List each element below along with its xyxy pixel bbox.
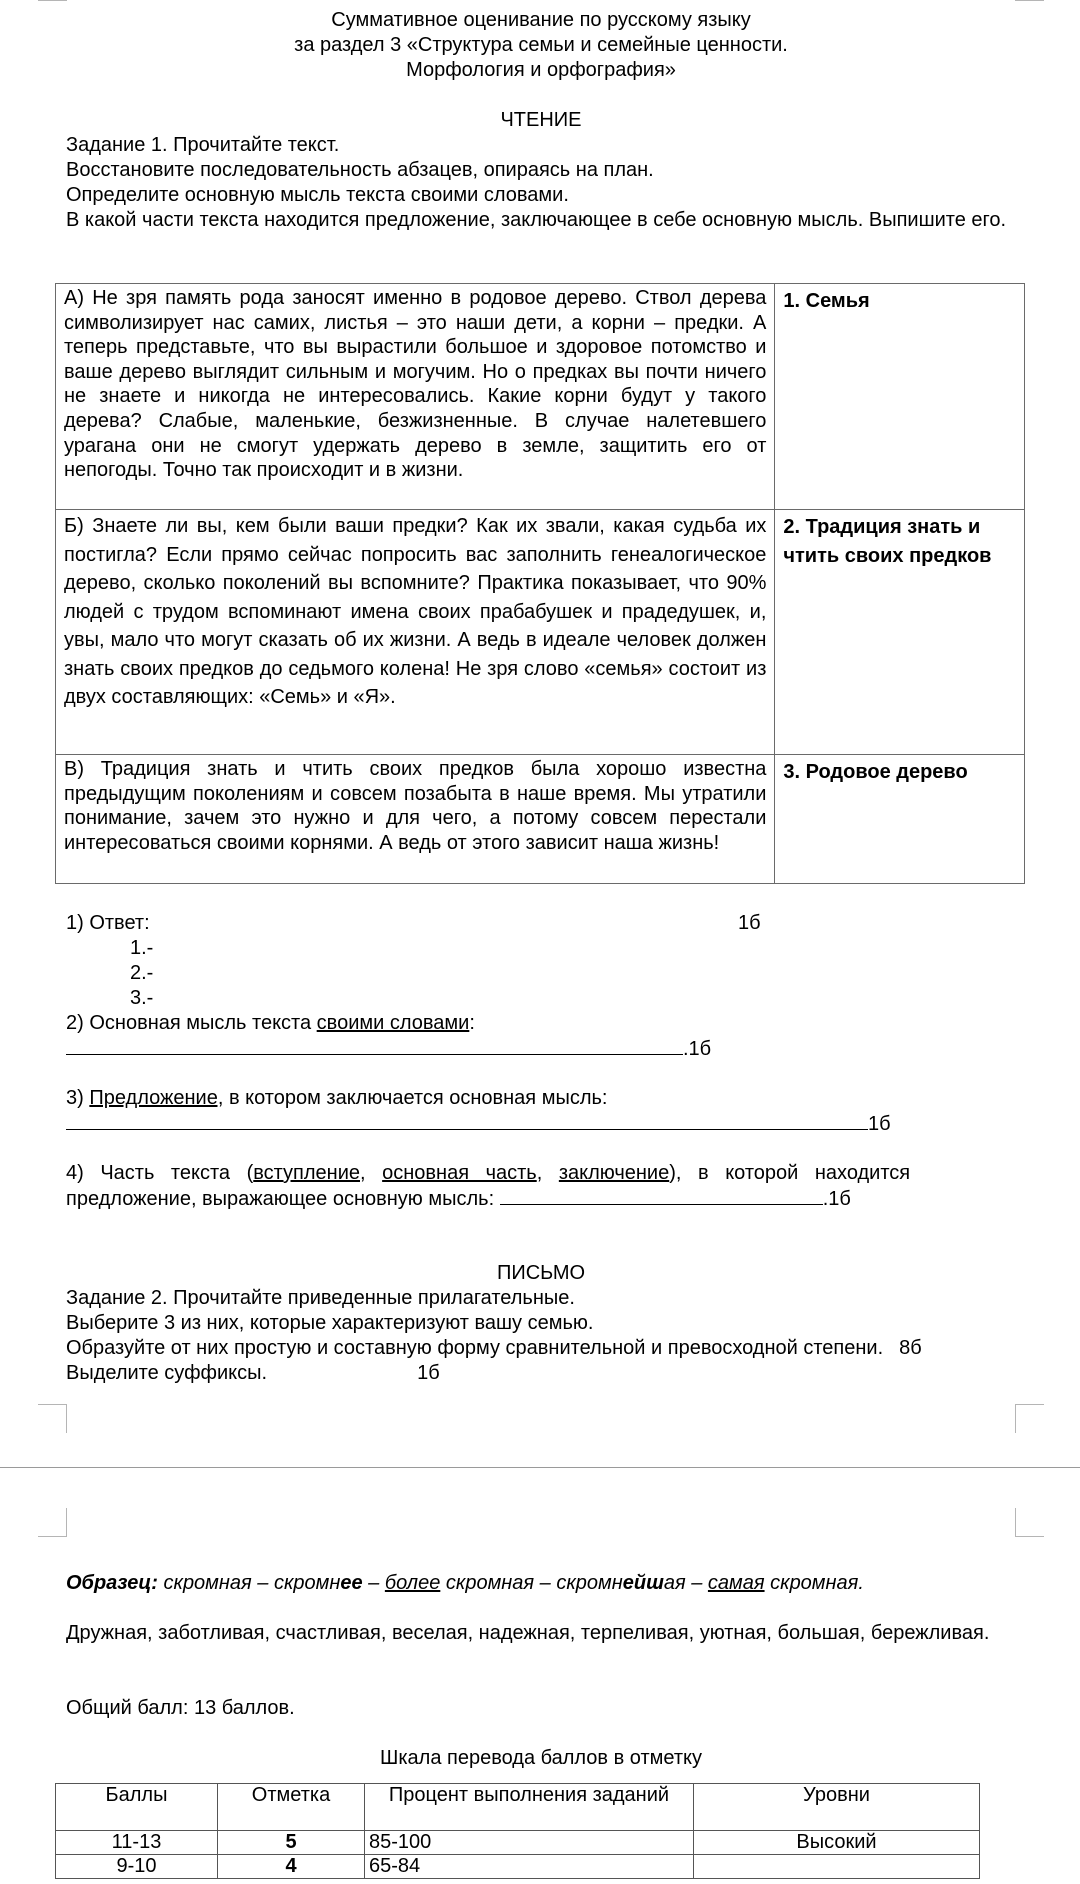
answer-3-blank[interactable] [66, 1111, 868, 1130]
question-4-text-2: предложение, выражающее основную мысль: [66, 1188, 500, 1210]
page-corner-mark [1015, 1508, 1044, 1537]
question-4-points: .1б [822, 1188, 851, 1210]
table-row [56, 755, 1025, 884]
table-cell: Высокий [694, 1831, 980, 1855]
adjectives-list: Дружная, заботливая, счастливая, веселая, надежная, терпеливая, уютная, большая, бережливая. [66, 1622, 990, 1644]
question-4-intro: вступление [253, 1162, 360, 1184]
question-4-text: 4) Часть текста ( [66, 1162, 254, 1184]
answer-4-blank[interactable] [500, 1186, 823, 1205]
task2-line-3-points: 8б [899, 1337, 922, 1359]
task2-line-4-text: Выделите суффиксы. [66, 1362, 268, 1384]
total-score: Общий балл: 13 баллов. [66, 1697, 295, 1719]
table-cell: 9-10 [56, 1855, 218, 1879]
answer-2-blank[interactable] [66, 1036, 683, 1055]
page-corner-mark [38, 0, 67, 1]
task1-line-1: Задание 1. Прочитайте текст. [66, 134, 340, 156]
sample-underlined: более [384, 1572, 441, 1594]
table-cell: 85-100 [365, 1831, 694, 1855]
plan-item-2: 2. Традиция знать и чтить своих предков [775, 510, 1025, 755]
sample-text: скромная – скромн [440, 1572, 623, 1594]
question-2-colon: : [469, 1012, 475, 1034]
answer-item-3: 3.- [130, 987, 154, 1009]
sample-label: Образец: [66, 1572, 158, 1594]
table-row [56, 284, 1025, 510]
column-header: Уровни [694, 1784, 980, 1831]
column-header: Баллы [56, 1784, 218, 1831]
question-4-conclusion: заключение [558, 1162, 670, 1184]
answer-item-2: 2.- [130, 962, 154, 984]
table-row [56, 1855, 980, 1879]
sample-underlined: самая [707, 1572, 765, 1594]
answer-points: 1б [738, 912, 761, 934]
sample-suffix: ейш [622, 1572, 664, 1594]
table-cell: 4 [218, 1855, 365, 1879]
question-3-points: 1б [868, 1113, 891, 1135]
page-separator [0, 1467, 1080, 1468]
question-4-text-end: ), в которой находится [669, 1162, 911, 1184]
task2-line-2: Выберите 3 из них, которые характеризуют вашу семью. [66, 1312, 594, 1334]
task2-line-4 [66, 1361, 1016, 1386]
reading-table [55, 283, 1025, 884]
column-header: Отметка [218, 1784, 365, 1831]
task2-line-3 [66, 1336, 1016, 1361]
question-3-number: 3) [66, 1087, 90, 1109]
question-3-underlined: Предложение, [89, 1087, 224, 1109]
task1-line-3: Определите основную мысль текста своими словами. [66, 184, 569, 206]
paragraph-b: Б) Знаете ли вы, кем были ваши предки? Как их звали, какая судьба их постигла? Если прямо сейчас попросить вас заполнить генеалогическое дерево, сколько поколений вы вспомните? Практика показывает, что 90% людей с трудом вспоминают имена своих прабабушек и прадедушек, и, увы, мало что могут сказать об их жизни. А ведь в идеале человек должен знать своих предков до седьмого колена! Не зря слово «семья» состоит из двух составляющих: «Семь» и «Я». [56, 510, 775, 755]
sample-text: скромная. [764, 1572, 864, 1594]
table-cell: 5 [218, 1831, 365, 1855]
page-corner-mark [38, 1508, 67, 1537]
table-cell: 65-84 [365, 1855, 694, 1879]
answer-item-1: 1.- [130, 937, 154, 959]
page-corner-mark [1015, 1404, 1044, 1433]
answer-label: 1) Ответ: [66, 912, 150, 934]
question-3 [66, 1086, 1016, 1111]
reading-heading: ЧТЕНИЕ [500, 109, 582, 131]
writing-heading: ПИСЬМО [496, 1262, 586, 1284]
table-cell [694, 1855, 980, 1879]
question-2-text: 2) Основная мысль текста [66, 1012, 317, 1034]
plan-item-1: 1. Семья [775, 284, 1025, 510]
task2-line-4-points: 1б [417, 1362, 440, 1384]
column-header: Процент выполнения заданий [365, 1784, 694, 1831]
question-3-text: в котором заключается основная мысль: [223, 1087, 608, 1109]
table-cell: 11-13 [56, 1831, 218, 1855]
question-2-points: .1б [683, 1038, 712, 1060]
page-corner-mark [1015, 0, 1044, 1]
question-4-main-part: основная часть [382, 1162, 537, 1184]
paragraph-c: В) Традиция знать и чтить своих предков была хорошо известна предыдущим поколениям и совсем позабыта в наше время. Мы утратили понимание, зачем это нужно и для чего, а потому совсем перестали интересоваться своими корнями. А ведь от этого зависит наша жизнь! [56, 755, 775, 884]
task1-line-2: Восстановите последовательность абзацев, опираясь на план. [66, 159, 654, 181]
sample-line [66, 1571, 1016, 1596]
paragraph-a: А) Не зря память рода заносят именно в родовое дерево. Ствол дерева символизирует нас самих, листья – это наши дети, а корни – предки. А теперь представьте, что вы вырастили большое и здоровое потомство и ваше дерево выглядит сильным и могучим. Но о предках вы почти ничего не знаете и никогда не интересовались. Какие корни будут у такого дерева? Слабые, маленькие, безжизненные. В случае налетевшего урагана они не смогут удержать дерево в земле, защитить его от непогоды. Точно так происходит и в жизни. [56, 284, 775, 510]
table-header-row [56, 1784, 980, 1831]
doc-title-line-3: Морфология и орфография» [406, 59, 676, 81]
doc-title-line-2: за раздел 3 «Структура семьи и семейные ценности. [294, 34, 788, 56]
question-4-line-1 [66, 1161, 1016, 1186]
answer-2-line [66, 1036, 1016, 1062]
task2-line-1: Задание 2. Прочитайте приведенные прилагательные. [66, 1287, 575, 1309]
question-4-line-2 [66, 1186, 1016, 1212]
question-2-underlined: своими словами [316, 1012, 470, 1034]
doc-title-line-1: Суммативное оценивание по русскому языку [331, 9, 751, 31]
sample-suffix: ее [340, 1572, 363, 1594]
plan-item-3: 3. Родовое дерево [775, 755, 1025, 884]
question-4-comma: , [536, 1162, 559, 1184]
task2-line-3-text: Образуйте от них простую и составную форму сравнительной и превосходной степени. [66, 1337, 884, 1359]
page-corner-mark [38, 1404, 67, 1433]
table-row [56, 510, 1025, 755]
question-4-comma: , [360, 1162, 383, 1184]
sample-text: – [362, 1572, 385, 1594]
sample-text: ая – [663, 1572, 708, 1594]
question-2 [66, 1011, 1016, 1036]
task1-line-4: В какой части текста находится предложение, заключающее в себе основную мысль. Выпишите его. [66, 209, 1007, 231]
answer-3-line [66, 1111, 1016, 1137]
grading-scale-table [55, 1783, 980, 1879]
sample-text: скромная – скромн [157, 1572, 341, 1594]
table-row [56, 1831, 980, 1855]
scale-title: Шкала перевода баллов в отметку [380, 1747, 702, 1769]
